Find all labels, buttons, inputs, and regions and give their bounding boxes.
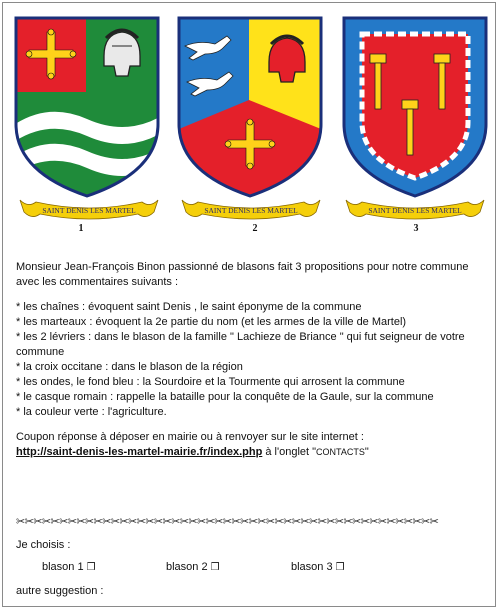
blason-1-number: 1 <box>78 223 84 234</box>
comment-item: * les ondes, le fond bleu : la Sourdoire et la Tourmente qui arrosent la commune <box>16 376 405 388</box>
comment-item: * le casque romain : rappelle la bataille pour la conquête de la Gaule, sur la commune <box>16 391 434 403</box>
ribbon-text: SAINT DENIS LES MARTEL <box>368 206 462 215</box>
suggestion-label: autre suggestion : <box>16 585 104 597</box>
comment-item: * la couleur verte : l'agriculture. <box>16 406 167 418</box>
ribbon-text: SAINT DENIS LES MARTEL <box>204 206 298 215</box>
intro-line: Monsieur Jean-François Binon passionné de blasons fait 3 propositions pour notre commune <box>16 261 469 273</box>
comments-list <box>16 300 465 420</box>
checkbox-icon[interactable]: ❒ <box>86 562 96 573</box>
blason-2-number: 2 <box>252 223 258 234</box>
coupon-url-line: http://saint-denis-les-martel-mairie.fr/index.php à l'onglet "CONTACTS" <box>16 446 369 458</box>
intro-line: avec les commentaires suivants : <box>16 276 179 288</box>
blason-3-shield <box>340 14 490 200</box>
coupon-line: Coupon réponse à déposer en mairie ou à renvoyer sur le site internet : <box>16 431 364 443</box>
website-link[interactable]: http://saint-denis-les-martel-mairie.fr/index.php <box>16 446 263 458</box>
contacts-tab-name: CONTACTS <box>316 447 365 457</box>
blason-1-shield <box>12 14 162 200</box>
choice-prompt: Je choisis : <box>16 539 71 551</box>
ribbon-text: SAINT DENIS LES MARTEL <box>42 206 136 215</box>
coupon-paragraph <box>16 430 369 460</box>
checkbox-icon[interactable]: ❒ <box>335 562 345 573</box>
intro-paragraph <box>16 260 468 290</box>
option-blason-3[interactable]: blason 3 ❒ <box>291 561 345 573</box>
blason-3-number: 3 <box>413 223 419 234</box>
comment-item: commune <box>16 346 65 358</box>
checkbox-icon[interactable]: ❒ <box>210 562 220 573</box>
blason-2-shield <box>175 14 325 200</box>
scissors-cut-line: ✂✂✂✂✂✂✂✂✂✂✂✂✂✂✂✂✂✂✂✂✂✂✂✂✂✂✂✂✂✂✂✂✂✂✂✂✂✂✂✂✂✂✂✂✂✂✂✂✂ <box>16 516 439 528</box>
option-blason-2[interactable]: blason 2 ❒ <box>166 561 220 573</box>
comment-item: * les chaînes : évoquent saint Denis , le saint éponyme de la commune <box>16 301 362 313</box>
comment-item: * les marteaux : évoquent la 2e partie du nom (et les armes de la ville de Martel) <box>16 316 407 328</box>
comment-item: * les 2 lévriers : dans le blason de la famille " Lachieze de Briance " qui fut seigneur de votre <box>16 331 465 343</box>
comment-item: * la croix occitane : dans le blason de la région <box>16 361 243 373</box>
option-blason-1[interactable]: blason 1 ❒ <box>42 561 96 573</box>
